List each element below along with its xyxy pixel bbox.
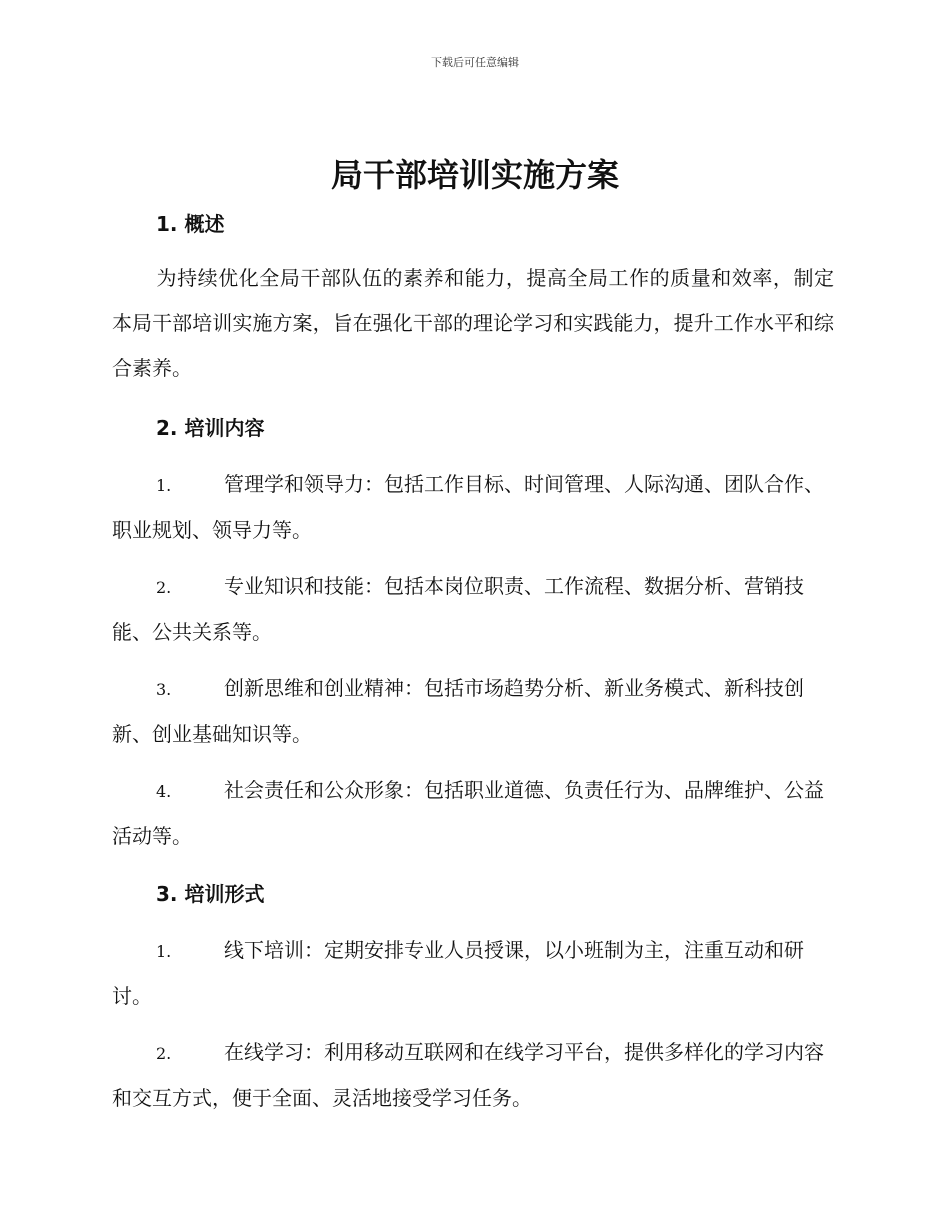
list-item xyxy=(112,1030,834,1121)
list-item-number: 2. xyxy=(156,578,172,597)
list-item-text: 创新思维和创业精神：包括市场趋势分析、新业务模式、新科技创新、创业基础知识等。 xyxy=(112,676,804,746)
overview-text: 为持续优化全局干部队伍的素养和能力，提高全局工作的质量和效率，制定本局干部培训实施方案，旨在强化干部的理论学习和实践能力，提升工作水平和综合素养。 xyxy=(112,266,834,380)
section-heading-format: 3. 培训形式 xyxy=(156,882,265,906)
list-item-text: 专业知识和技能：包括本岗位职责、工作流程、数据分析、营销技能、公共关系等。 xyxy=(112,574,804,644)
list-item xyxy=(112,564,834,655)
list-item-text: 管理学和领导力：包括工作目标、时间管理、人际沟通、团队合作、职业规划、领导力等。 xyxy=(112,472,824,542)
overview-paragraph xyxy=(112,256,834,391)
list-item-number: 2. xyxy=(156,1044,172,1063)
list-item-number: 4. xyxy=(156,782,172,801)
document-title: 局干部培训实施方案 xyxy=(330,156,619,194)
list-item-number: 1. xyxy=(156,476,172,495)
list-item xyxy=(112,928,834,1019)
header-note: 下载后可任意编辑 xyxy=(431,56,519,69)
list-item xyxy=(112,768,834,859)
section-heading-overview: 1. 概述 xyxy=(156,212,225,236)
list-item-number: 1. xyxy=(156,942,172,961)
list-item xyxy=(112,666,834,757)
list-item-number: 3. xyxy=(156,680,172,699)
list-item xyxy=(112,462,834,553)
section-heading-content: 2. 培训内容 xyxy=(156,416,265,440)
list-item-text: 线下培训：定期安排专业人员授课，以小班制为主，注重互动和研讨。 xyxy=(112,938,804,1008)
list-item-text: 在线学习：利用移动互联网和在线学习平台，提供多样化的学习内容和交互方式，便于全面、灵活地接受学习任务。 xyxy=(112,1040,824,1110)
list-item-text: 社会责任和公众形象：包括职业道德、负责任行为、品牌维护、公益活动等。 xyxy=(112,778,824,848)
